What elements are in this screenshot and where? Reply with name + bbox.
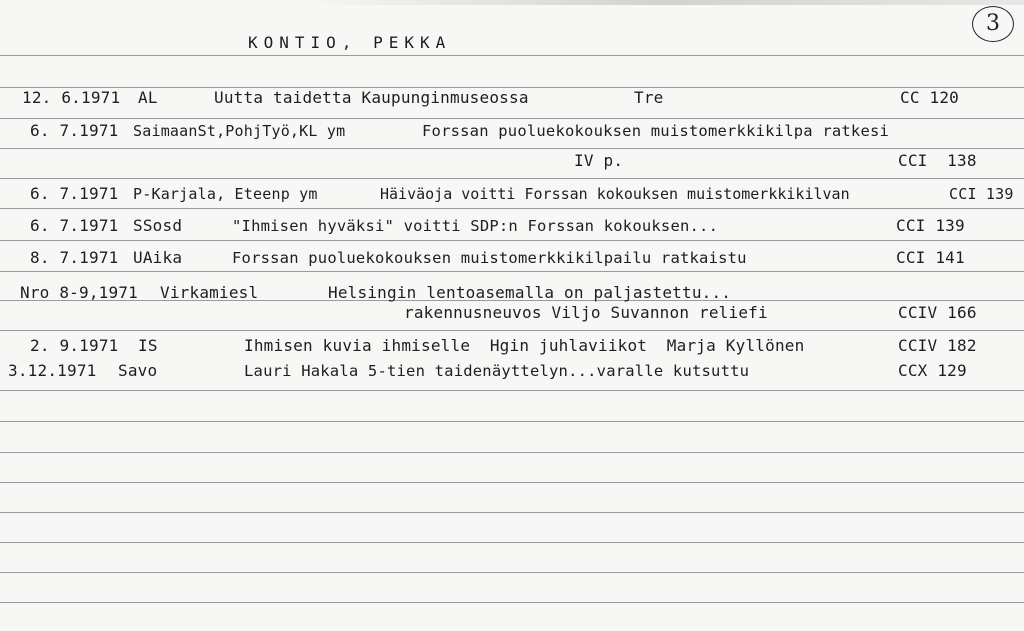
- rule-line: [0, 452, 1024, 453]
- entry-date: 6. 7.1971: [30, 121, 119, 140]
- entry-title: Helsingin lentoasemalla on paljastettu...: [328, 283, 732, 302]
- entry-title: Forssan puoluekokouksen muistomerkkikilpailu ratkaistu: [232, 249, 747, 267]
- entry-ref: CCI 139: [949, 185, 1014, 203]
- entry-title: Ihmisen kuvia ihmiselle Hgin juhlaviikot Marja Kyllönen: [244, 336, 805, 355]
- entry-title: Häiväoja voitti Forssan kokouksen muistomerkkikilvan: [380, 185, 850, 203]
- entry-ref: CCI 138: [898, 151, 977, 170]
- entry-date: 3.12.1971: [8, 361, 97, 380]
- entry-date: 6. 7.1971: [30, 216, 119, 235]
- entry-source: Virkamiesl: [160, 283, 259, 302]
- entry-place: Tre: [634, 88, 664, 107]
- rule-line: [0, 208, 1024, 209]
- entry-title: Lauri Hakala 5-tien taidenäyttelyn...varalle kutsuttu: [244, 362, 750, 380]
- entry-title: Uutta taidetta Kaupunginmuseossa: [214, 88, 529, 107]
- entry-title: Forssan puoluekokouksen muistomerkkikilpa ratkesi: [422, 122, 890, 140]
- entry-title-continuation: rakennusneuvos Viljo Suvannon reliefi: [404, 303, 768, 322]
- entry-source: Savo: [118, 361, 158, 380]
- entry-date: 12. 6.1971: [22, 88, 121, 107]
- entry-ref: CCIV 182: [898, 336, 977, 355]
- entry-ref: CCI 141: [896, 248, 965, 267]
- scan-smudge: [300, 0, 1024, 5]
- rule-line: [0, 330, 1024, 331]
- rule-line: [0, 55, 1024, 56]
- entry-date: Nro 8-9,1971: [20, 283, 138, 302]
- rule-line: [0, 271, 1024, 272]
- rule-line: [0, 148, 1024, 149]
- entry-date: 8. 7.1971: [30, 248, 119, 267]
- entry-source: IS: [138, 336, 158, 355]
- entry-ref: CC 120: [900, 88, 959, 107]
- entry-date: 6. 7.1971: [30, 184, 119, 203]
- rule-line: [0, 118, 1024, 119]
- entry-source: SaimaanSt,PohjTyö,KL ym: [133, 122, 346, 140]
- entry-date: 2. 9.1971: [30, 336, 119, 355]
- rule-line: [0, 512, 1024, 513]
- entry-source: SSosd: [133, 216, 183, 235]
- rule-line: [0, 572, 1024, 573]
- entry-source: AL: [138, 88, 158, 107]
- entry-title-continuation: IV p.: [574, 151, 624, 170]
- entry-ref: CCIV 166: [898, 303, 977, 322]
- rule-line: [0, 240, 1024, 241]
- rule-line: [0, 602, 1024, 603]
- entry-title: "Ihmisen hyväksi" voitti SDP:n Forssan kokouksen...: [232, 217, 719, 235]
- entry-source: UAika: [133, 248, 183, 267]
- rule-line: [0, 421, 1024, 422]
- card-header: KONTIO, PEKKA: [248, 33, 452, 52]
- card-number-circled: 3: [972, 6, 1014, 42]
- entry-ref: CCX 129: [898, 361, 967, 380]
- entry-source: P-Karjala, Eteenp ym: [133, 185, 318, 203]
- rule-line: [0, 542, 1024, 543]
- rule-line: [0, 482, 1024, 483]
- entry-ref: CCI 139: [896, 216, 965, 235]
- rule-line: [0, 178, 1024, 179]
- rule-line: [0, 390, 1024, 391]
